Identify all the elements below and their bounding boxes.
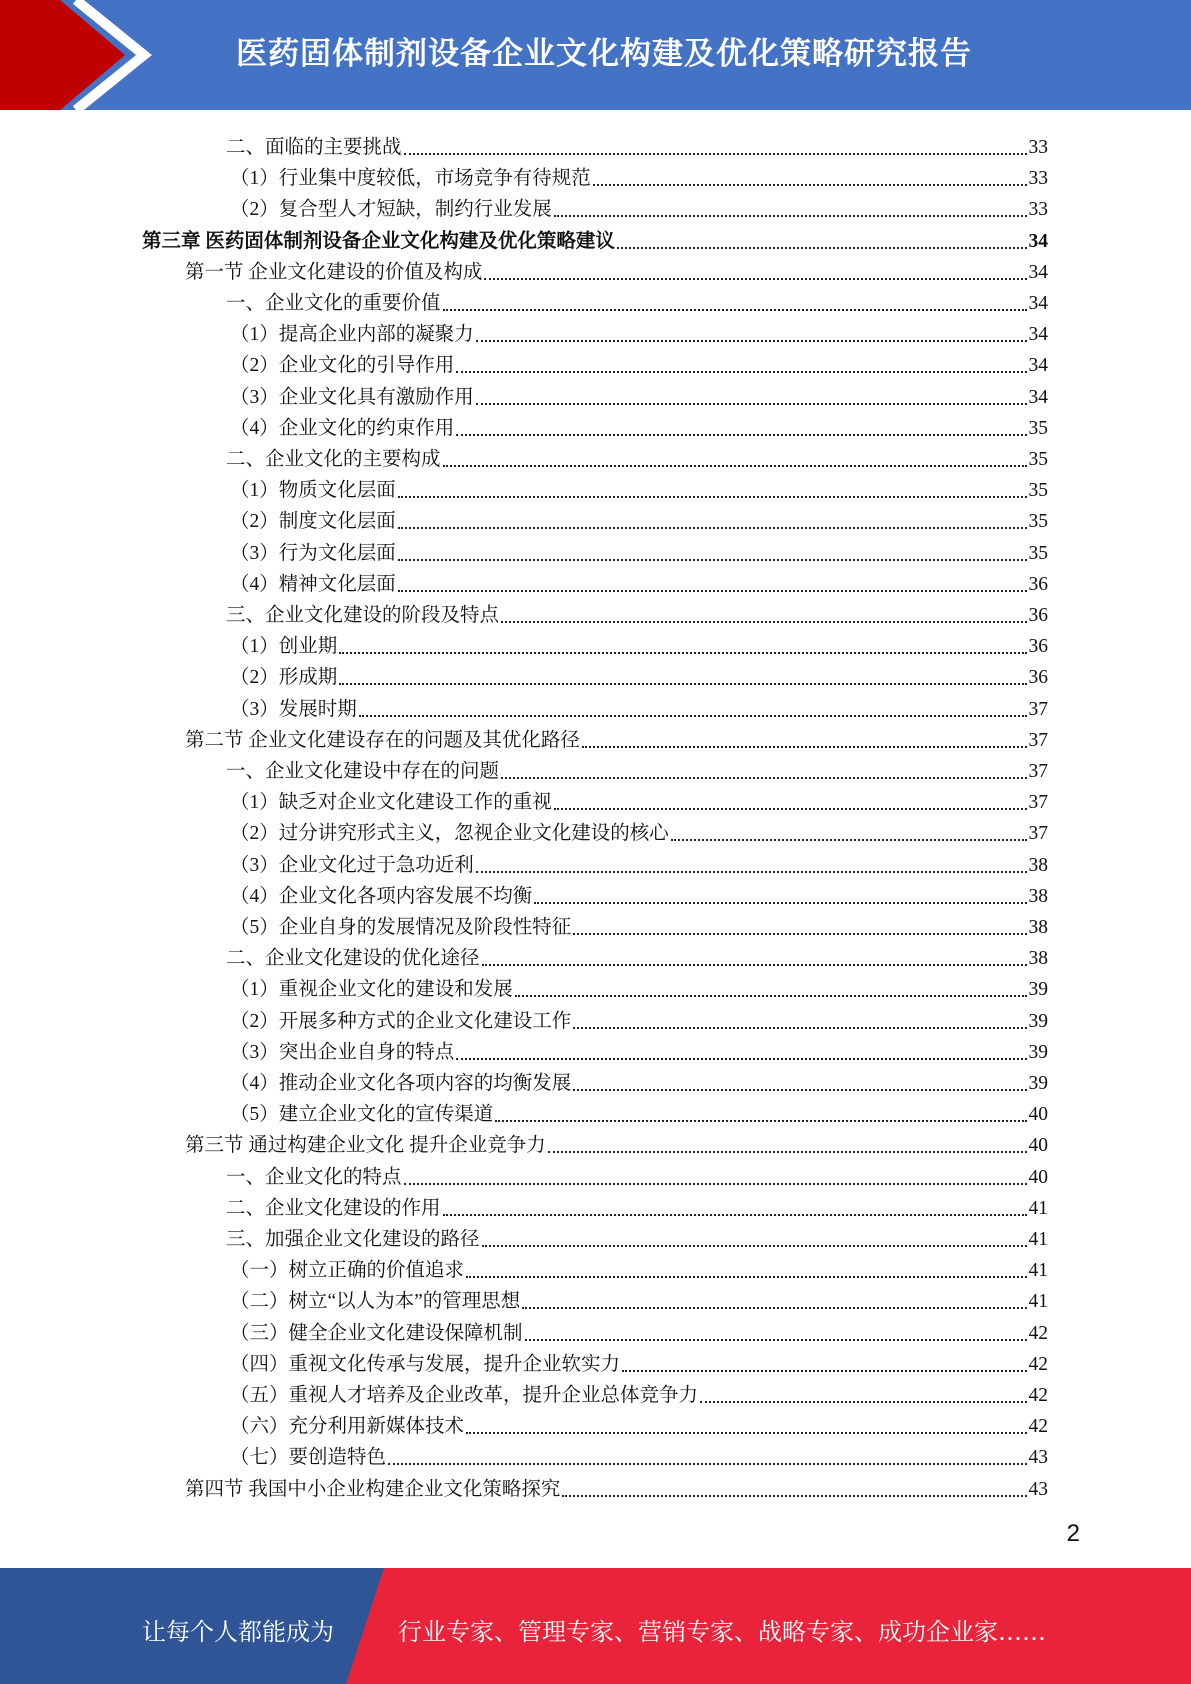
toc-entry-page: 40	[1028, 1104, 1048, 1126]
toc-entry-page: 34	[1028, 230, 1048, 252]
toc-dot-leader	[534, 902, 1026, 904]
toc-entry-page: 39	[1028, 1041, 1048, 1063]
toc-entry-title: （3）突出企业自身的特点	[230, 1041, 455, 1063]
toc-dot-leader	[573, 1089, 1026, 1091]
toc-entry-page: 38	[1028, 948, 1048, 970]
toc-dot-leader	[443, 465, 1027, 467]
toc-entry-page: 34	[1028, 386, 1048, 408]
toc-entry[interactable]	[226, 940, 1048, 971]
toc-entry[interactable]	[226, 753, 1048, 784]
toc-dot-leader	[404, 153, 1027, 155]
toc-entry[interactable]	[230, 191, 1048, 222]
toc-dot-leader	[456, 1058, 1026, 1060]
toc-entry[interactable]	[230, 472, 1048, 503]
toc-entry-page: 42	[1028, 1385, 1048, 1406]
toc-entry[interactable]	[230, 1377, 1048, 1408]
toc-entry[interactable]	[230, 1065, 1048, 1096]
header-band	[0, 0, 1191, 110]
toc-entry[interactable]	[185, 722, 1048, 753]
toc-dot-leader	[456, 371, 1026, 373]
toc-entry[interactable]	[230, 347, 1048, 378]
toc-dot-leader	[700, 1401, 1026, 1403]
toc-dot-leader	[617, 247, 1027, 249]
toc-entry-page: 37	[1028, 823, 1048, 845]
toc-dot-leader	[484, 278, 1026, 280]
page-number: 2	[1066, 1520, 1080, 1547]
toc-entry-page: 36	[1028, 573, 1048, 595]
toc-entry-page: 42	[1028, 1416, 1048, 1438]
toc-dot-leader	[501, 621, 1026, 623]
toc-entry-title: 第四节 我国中小企业构建企业文化策略探究	[185, 1478, 561, 1500]
toc-entry-title: （七）要创造特色	[230, 1447, 387, 1469]
toc-entry-title: （4）推动企业文化各项内容的均衡发展	[230, 1073, 572, 1094]
toc-entry[interactable]	[230, 815, 1048, 846]
toc-entry[interactable]	[230, 1283, 1048, 1314]
toc-dot-leader	[339, 683, 1026, 685]
toc-entry[interactable]	[230, 410, 1048, 441]
toc-entry-title: （一）树立正确的价值追求	[230, 1260, 465, 1282]
toc-entry-title: 二、企业文化建设的优化途径	[226, 948, 480, 970]
toc-dot-leader	[398, 527, 1027, 529]
toc-entry[interactable]	[226, 597, 1048, 628]
footer-band	[0, 1568, 1191, 1684]
toc-entry-title: （3）行为文化层面	[230, 542, 396, 564]
toc-entry-title: 第二节 企业文化建设存在的问题及其优化路径	[185, 729, 580, 751]
toc-dot-leader	[582, 746, 1027, 748]
toc-entry-page: 39	[1028, 979, 1048, 1001]
toc-dot-leader	[388, 1463, 1026, 1465]
toc-entry-title: （1）物质文化层面	[230, 480, 396, 502]
toc-entry-page: 33	[1028, 199, 1048, 221]
toc-entry-page: 36	[1028, 605, 1048, 626]
toc-entry-page: 43	[1028, 1478, 1048, 1500]
toc-entry-title: 第三节 通过构建企业文化 提升企业竞争力	[185, 1135, 546, 1157]
toc-entry-title: 二、企业文化的主要构成	[226, 449, 441, 470]
toc-entry-page: 34	[1028, 261, 1048, 283]
toc-entry-page: 39	[1028, 1073, 1048, 1094]
toc-entry[interactable]	[230, 1252, 1048, 1283]
toc-entry-page: 35	[1028, 480, 1048, 502]
toc-entry[interactable]	[226, 129, 1048, 160]
toc-entry-page: 37	[1028, 729, 1048, 751]
toc-entry-page: 43	[1028, 1447, 1048, 1469]
toc-entry-page: 42	[1028, 1353, 1048, 1375]
toc-entry-title: （1）提高企业内部的凝聚力	[230, 324, 474, 346]
toc-entry-page: 41	[1028, 1197, 1048, 1219]
toc-entry-page: 41	[1028, 1260, 1048, 1282]
toc-entry[interactable]	[142, 223, 1048, 254]
toc-entry-title: 二、面临的主要挑战	[226, 137, 402, 158]
toc-dot-leader	[671, 839, 1027, 841]
toc-dot-leader	[562, 1495, 1026, 1497]
toc-dot-leader	[482, 1245, 1027, 1247]
toc-entry-page: 34	[1028, 355, 1048, 377]
toc-entry-page: 38	[1028, 854, 1048, 876]
toc-entry[interactable]	[230, 909, 1048, 940]
toc-entry-title: （2）制度文化层面	[230, 511, 396, 533]
toc-entry-title: （三）健全企业文化建设保障机制	[230, 1322, 523, 1344]
toc-entry[interactable]	[230, 971, 1048, 1002]
toc-dot-leader	[339, 652, 1026, 654]
toc-entry-title: 三、加强企业文化建设的路径	[226, 1229, 480, 1250]
toc-entry[interactable]	[230, 1346, 1048, 1377]
toc-entry[interactable]	[230, 847, 1048, 878]
toc-entry-title: （4）企业文化的约束作用	[230, 417, 455, 439]
toc-entry-title: （六）充分利用新媒体技术	[230, 1416, 465, 1438]
toc-entry[interactable]	[230, 316, 1048, 347]
toc-dot-leader	[515, 995, 1027, 997]
report-title: 医药固体制剂设备企业文化构建及优化策略研究报告	[236, 36, 972, 72]
toc-entry-page: 37	[1028, 761, 1048, 782]
toc-entry-title: （2）过分讲究形式主义，忽视企业文化建设的核心	[230, 823, 669, 845]
toc-entry-page: 35	[1028, 511, 1048, 533]
toc-dot-leader	[398, 496, 1027, 498]
toc-entry-title: （3）企业文化具有激励作用	[230, 386, 474, 408]
toc-entry-title: 二、企业文化建设的作用	[226, 1197, 441, 1219]
toc-entry-title: （五）重视人才培养及企业改革，提升企业总体竞争力	[230, 1385, 699, 1406]
toc-entry-title: 一、企业文化的重要价值	[226, 293, 441, 314]
toc-entry-title: （5）企业自身的发展情况及阶段性特征	[230, 917, 572, 938]
toc-dot-leader	[495, 1120, 1026, 1122]
toc-entry[interactable]	[230, 878, 1048, 909]
toc-entry-page: 35	[1028, 417, 1048, 439]
toc-entry[interactable]	[230, 379, 1048, 410]
toc-dot-leader	[554, 808, 1027, 810]
toc-dot-leader	[501, 777, 1026, 779]
toc-entry[interactable]	[185, 1471, 1048, 1502]
toc-entry-page: 35	[1028, 449, 1048, 470]
toc-entry-title: （4）精神文化层面	[230, 573, 396, 595]
toc-dot-leader	[359, 715, 1027, 717]
toc-entry-title: 第三章 医药固体制剂设备企业文化构建及优化策略建议	[142, 230, 615, 252]
toc-dot-leader	[443, 1214, 1027, 1216]
toc-dot-leader	[548, 1151, 1027, 1153]
toc-entry-page: 42	[1028, 1322, 1048, 1344]
toc-entry-title: （2）复合型人才短缺，制约行业发展	[230, 199, 552, 221]
toc-entry-page: 38	[1028, 917, 1048, 938]
toc-entry-title: 一、企业文化建设中存在的问题	[226, 761, 500, 782]
toc-entry-page: 33	[1028, 168, 1048, 190]
toc-dot-leader	[573, 933, 1026, 935]
toc-entry-title: （2）开展多种方式的企业文化建设工作	[230, 1010, 572, 1032]
toc-entry-page: 39	[1028, 1010, 1048, 1032]
toc-entry[interactable]	[230, 1315, 1048, 1346]
toc-entry-page: 41	[1028, 1229, 1048, 1250]
toc-entry-title: （1）缺乏对企业文化建设工作的重视	[230, 792, 552, 814]
toc-entry[interactable]	[230, 1003, 1048, 1034]
toc-entry-page: 40	[1028, 1135, 1048, 1157]
toc-entry[interactable]	[230, 1096, 1048, 1127]
toc-entry-page: 37	[1028, 698, 1048, 720]
toc-dot-leader	[476, 340, 1027, 342]
toc-entry[interactable]	[226, 1159, 1048, 1190]
toc-entry-title: （二）树立“以人为本”的管理思想	[230, 1291, 521, 1313]
footer-slogan-left: 让每个人都能成为	[142, 1618, 334, 1646]
toc-entry[interactable]	[185, 254, 1048, 285]
toc-entry[interactable]	[226, 285, 1048, 316]
toc-entry[interactable]	[230, 566, 1048, 597]
toc-entry[interactable]	[230, 1439, 1048, 1470]
toc-entry-title: （5）建立企业文化的宣传渠道	[230, 1104, 494, 1126]
toc-dot-leader	[404, 1183, 1027, 1185]
toc-entry[interactable]	[230, 503, 1048, 534]
toc-entry[interactable]	[230, 628, 1048, 659]
toc-entry[interactable]	[230, 535, 1048, 566]
toc-entry-title: （2）企业文化的引导作用	[230, 355, 455, 377]
toc-dot-leader	[476, 871, 1027, 873]
toc-entry[interactable]	[230, 1408, 1048, 1439]
toc-entry-page: 36	[1028, 636, 1048, 658]
toc-entry-title: （3）企业文化过于急功近利	[230, 854, 474, 876]
toc-dot-leader	[573, 1027, 1026, 1029]
toc-entry-title: （1）重视企业文化的建设和发展	[230, 979, 513, 1001]
toc-entry[interactable]	[226, 1221, 1048, 1252]
toc-entry-title: 三、企业文化建设的阶段及特点	[226, 605, 500, 626]
toc-entry-page: 35	[1028, 542, 1048, 564]
toc-entry-page: 33	[1028, 137, 1048, 158]
toc-dot-leader	[622, 1370, 1026, 1372]
toc-entry-title: （1）创业期	[230, 636, 338, 658]
toc-entry-page: 38	[1028, 885, 1048, 907]
toc-entry[interactable]	[185, 1127, 1048, 1158]
toc-dot-leader	[554, 215, 1027, 217]
footer-slogan-right: 行业专家、管理专家、营销专家、战略专家、成功企业家……	[398, 1618, 1046, 1646]
toc-dot-leader	[443, 309, 1027, 311]
toc-entry[interactable]	[230, 784, 1048, 815]
toc-dot-leader	[398, 590, 1027, 592]
toc-entry-title: （1）行业集中度较低，市场竞争有待规范	[230, 168, 591, 190]
toc-entry[interactable]	[230, 691, 1048, 722]
toc-entry-title: 第一节 企业文化建设的价值及构成	[185, 261, 483, 283]
toc-dot-leader	[456, 434, 1026, 436]
toc-entry[interactable]	[230, 160, 1048, 191]
toc-entry[interactable]	[230, 1034, 1048, 1065]
toc-entry-page: 36	[1028, 667, 1048, 689]
toc-dot-leader	[522, 1307, 1026, 1309]
toc-dot-leader	[525, 1339, 1027, 1341]
toc-entry[interactable]	[226, 441, 1048, 472]
toc-entry-title: （3）发展时期	[230, 698, 357, 720]
toc-entry-page: 34	[1028, 293, 1048, 314]
toc-entry-page: 40	[1028, 1166, 1048, 1188]
toc-entry-title: （2）形成期	[230, 667, 338, 689]
toc-dot-leader	[482, 964, 1027, 966]
toc-entry-page: 34	[1028, 324, 1048, 346]
toc-entry-page: 37	[1028, 792, 1048, 814]
toc-dot-leader	[593, 184, 1027, 186]
toc-dot-leader	[466, 1432, 1026, 1434]
toc-entry[interactable]	[230, 659, 1048, 690]
toc-entry-page: 41	[1028, 1291, 1048, 1313]
toc-dot-leader	[466, 1276, 1026, 1278]
toc-entry-title: 一、企业文化的特点	[226, 1166, 402, 1188]
toc-dot-leader	[476, 403, 1027, 405]
toc-entry-title: （四）重视文化传承与发展，提升企业软实力	[230, 1353, 621, 1375]
toc-entry[interactable]	[226, 1190, 1048, 1221]
toc-dot-leader	[398, 559, 1027, 561]
toc-entry-title: （4）企业文化各项内容发展不均衡	[230, 885, 533, 907]
